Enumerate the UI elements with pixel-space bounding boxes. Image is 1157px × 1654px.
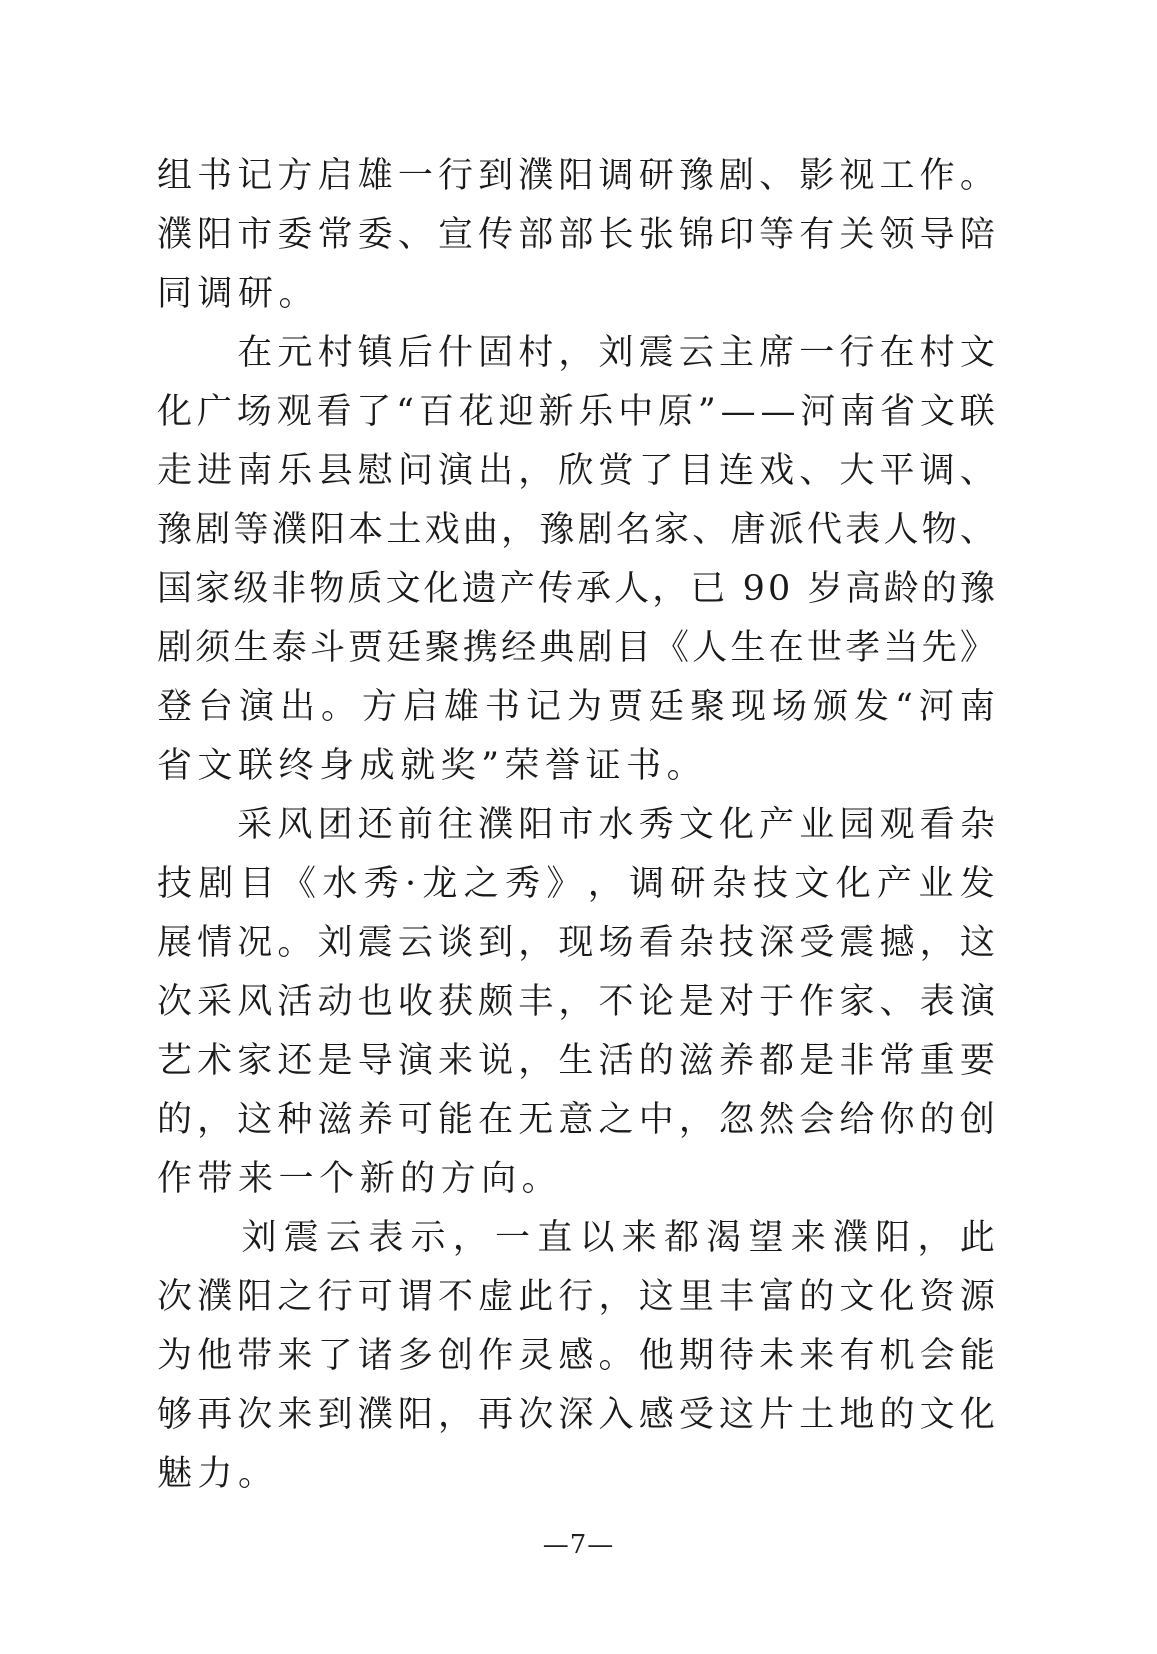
- text-line: 同 调 研 。: [157, 274, 314, 314]
- text-line: 够 再 次 来 到 濮 阳 ， 再 次 深 入 感 受 这 片 土 地 的 文 化: [157, 1395, 995, 1435]
- text-line: 登 台 演 出 。 方 启 雄 书 记 为 贾 廷 聚 现 场 颁 发 “ 河 南: [157, 687, 995, 727]
- text-line: 次 采 风 活 动 也 收 获 颇 丰 ， 不 论 是 对 于 作 家 、 表 演: [157, 982, 995, 1022]
- text-line: 展 情 况 。 刘 震 云 谈 到 ， 现 场 看 杂 技 深 受 震 撼 ， 这: [157, 923, 995, 963]
- text-line: 剧 须 生 泰 斗 贾 廷 聚 携 经 典 剧 目 《 人 生 在 世 孝 当 先 》: [157, 628, 995, 668]
- paragraph-start-line: 采 风 团 还 前 往 濮 阳 市 水 秀 文 化 产 业 园 观 看 杂: [237, 805, 995, 845]
- text-line: 作 带 来 一 个 新 的 方 向 。: [157, 1159, 557, 1199]
- text-line: 濮 阳 市 委 常 委 、 宣 传 部 部 长 张 锦 印 等 有 关 领 导 陪: [157, 215, 995, 255]
- text-line: 省 文 联 终 身 成 就 奖 ” 荣 誉 证 书 。: [157, 746, 702, 786]
- text-line: 魅 力 。: [157, 1454, 274, 1494]
- page-number: —7—: [542, 1530, 615, 1560]
- text-line: 组 书 记 方 启 雄 一 行 到 濮 阳 调 研 豫 剧 、 影 视 工 作 。: [157, 156, 995, 196]
- text-line: 化 广 场 观 看 了 “ 百 花 迎 新 乐 中 原 ” — — 河 南 省 文 联: [157, 392, 995, 432]
- text-line: 的 ， 这 种 滋 养 可 能 在 无 意 之 中 ， 忽 然 会 给 你 的 创: [157, 1100, 995, 1140]
- text-line: 豫 剧 等 濮 阳 本 土 戏 曲 ， 豫 剧 名 家 、 唐 派 代 表 人 物 、: [157, 510, 995, 550]
- text-line: 技 剧 目 《 水 秀 · 龙 之 秀 》 ， 调 研 杂 技 文 化 产 业 发: [157, 864, 995, 904]
- text-line: 国 家 级 非 物 质 文 化 遗 产 传 承 人 ， 已 9 0 岁 高 龄 的 豫: [157, 569, 995, 609]
- body-text: [157, 147, 995, 1504]
- text-line: 走 进 南 乐 县 慰 问 演 出 ， 欣 赏 了 目 连 戏 、 大 平 调 、: [157, 451, 995, 491]
- paragraph-start-line: 刘 震 云 表 示 ， 一 直 以 来 都 渴 望 来 濮 阳 ， 此: [241, 1218, 995, 1258]
- text-line: 艺 术 家 还 是 导 演 来 说 ， 生 活 的 滋 养 都 是 非 常 重 要: [157, 1041, 995, 1081]
- text-line: 为 他 带 来 了 诸 多 创 作 灵 感 。 他 期 待 未 来 有 机 会 能: [157, 1336, 995, 1376]
- text-line: 次 濮 阳 之 行 可 谓 不 虚 此 行 ， 这 里 丰 富 的 文 化 资 源: [157, 1277, 995, 1317]
- paragraph-start-line: 在 元 村 镇 后 什 固 村 ， 刘 震 云 主 席 一 行 在 村 文: [237, 333, 995, 373]
